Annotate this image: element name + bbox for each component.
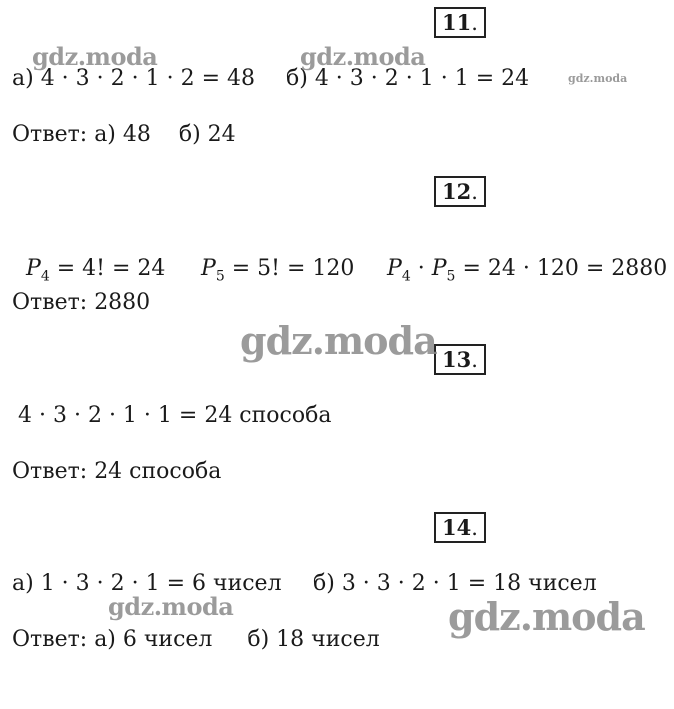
p-symbol: P [26,256,41,281]
problem-13-line: 4 · 3 · 2 · 1 · 1 = 24 способа [18,403,332,428]
watermark: gdz.moda [32,42,158,71]
problem-12-formula-product: $P_4 \cdot P_5 = 24 \cdot 120 = 2880$ [387,256,668,285]
problem-14-line-b: б) 3 · 3 · 2 · 1 = 18 чисел [313,571,597,596]
subscript-5: 5 [446,268,456,285]
watermark: gdz.moda [448,594,645,639]
watermark: gdz.moda [300,42,426,71]
p-symbol: P [201,256,216,281]
problem-number-13: 13. [434,344,486,375]
watermark: gdz.moda [108,592,234,621]
problem-11-line-b: б) 4 · 3 · 2 · 1 · 1 = 24 [286,66,530,91]
p-symbol: P [431,256,447,281]
problem-11-answer: Ответ: а) 48 б) 24 [12,122,236,147]
problem-number-11: 11. [434,7,486,38]
subscript-4: 4 [40,268,50,285]
p-symbol: P [387,256,402,281]
dot-operator: · [417,256,425,281]
subscript-4: 4 [401,268,411,285]
problem-number-12: 12. [434,176,486,207]
problem-14-answer: Ответ: а) 6 чисел б) 18 чисел [12,627,380,652]
problem-number-14: 14. [434,512,486,543]
problem-12-formula-p4: $P_4 = 4$! = 24 [26,256,166,285]
problem-14-line-a: а) 1 · 3 · 2 · 1 = 6 чисел [12,571,282,596]
watermark: gdz.moda [568,72,628,85]
problem-11-line-a: а) 4 · 3 · 2 · 1 · 2 = 48 [12,66,256,91]
problem-12-formula-p5: $P_5 = 5$! = 120 [201,256,355,285]
watermark: gdz.moda [240,318,437,363]
problem-13-answer: Ответ: 24 способа [12,459,222,484]
subscript-5: 5 [215,268,225,285]
problem-12-answer: Ответ: 2880 [12,290,151,315]
